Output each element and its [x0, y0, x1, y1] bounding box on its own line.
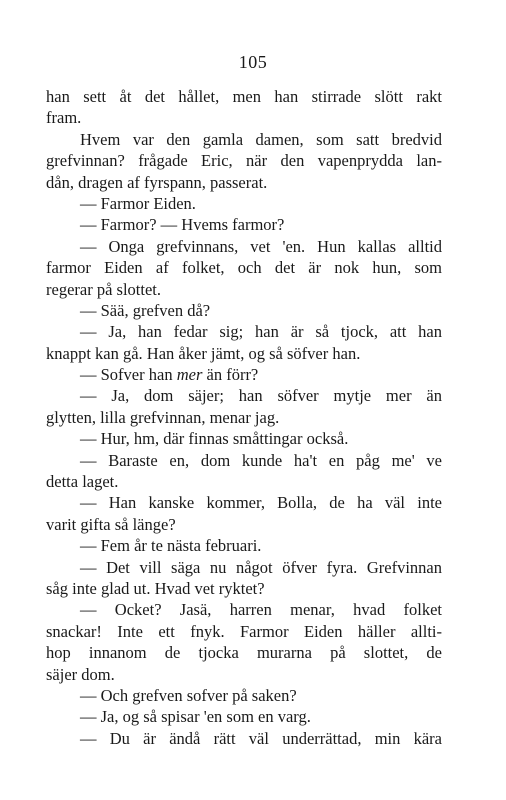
text-line: regerar på slottet. — [46, 279, 161, 299]
line-end: än förr? — [202, 365, 259, 385]
text-line: han sett åt det hållet, men han stirrade slött rakt — [46, 87, 442, 106]
text-line: dån, dragen af fyrspann, passerat. — [46, 172, 268, 192]
text-line: farmor Eiden af folket, och det är nok hun, som — [46, 258, 442, 278]
text-line: — Onga grefvinnans, vet 'en. Hun kallas alltid — [80, 236, 442, 256]
text-line: — Ocket? Jasä, harren menar, hvad folket — [80, 600, 442, 620]
text-line: — Det vill säga nu något öfver fyra. Grefvinnan — [80, 557, 442, 577]
emphasized-word: mer — [176, 365, 203, 385]
text-line: snackar! Inte ett fnyk. Farmor Eiden häller allti- — [46, 621, 442, 641]
line-start: — Sofver han — [80, 365, 177, 385]
text-line: — Han kanske kommer, Bolla, de ha väl inte — [80, 493, 442, 513]
text-line: — Och grefven sofver på saken? — [80, 685, 297, 705]
text-line: — Ja, han fedar sig; han är så tjock, att han — [80, 322, 442, 342]
text-line — [46, 364, 442, 385]
text-line: — Du är ändå rätt väl underrättad, min kära — [80, 728, 442, 748]
text-line: — Sää, grefven då? — [80, 300, 211, 320]
text-line: glytten, lilla grefvinnan, menar jag. — [46, 407, 280, 427]
text-line: — Farmor Eiden. — [80, 193, 196, 213]
text-line: — Hur, hm, där finnas småttingar också. — [80, 429, 349, 449]
text-line: — Ja, dom säjer; han söfver mytje mer än — [80, 386, 442, 406]
body-text — [46, 86, 442, 749]
text-line: knappt kan gå. Han åker jämt, og så söfver han. — [46, 343, 361, 363]
text-line: grefvinnan? frågade Eric, när den vapenprydda lan- — [46, 151, 442, 171]
text-line: fram. — [46, 108, 82, 128]
text-line: säjer dom. — [46, 664, 115, 684]
page-number: 105 — [238, 52, 268, 72]
text-line: hop innanom de tjocka murarna på slottet, de — [46, 643, 442, 663]
text-line: — Farmor? — Hvems farmor? — [80, 215, 285, 235]
text-line: — Ja, og så spisar 'en som en varg. — [80, 707, 311, 727]
text-line: — Fem år te nästa februari. — [80, 536, 262, 556]
text-line: varit gifta så länge? — [46, 514, 176, 534]
text-line: Hvem var den gamla damen, som satt bredvid — [80, 129, 442, 149]
text-line: detta laget. — [46, 472, 119, 492]
text-line: såg inte glad ut. Hvad vet ryktet? — [46, 578, 265, 598]
text-line: — Baraste en, dom kunde ha't en påg me' ve — [80, 450, 442, 470]
